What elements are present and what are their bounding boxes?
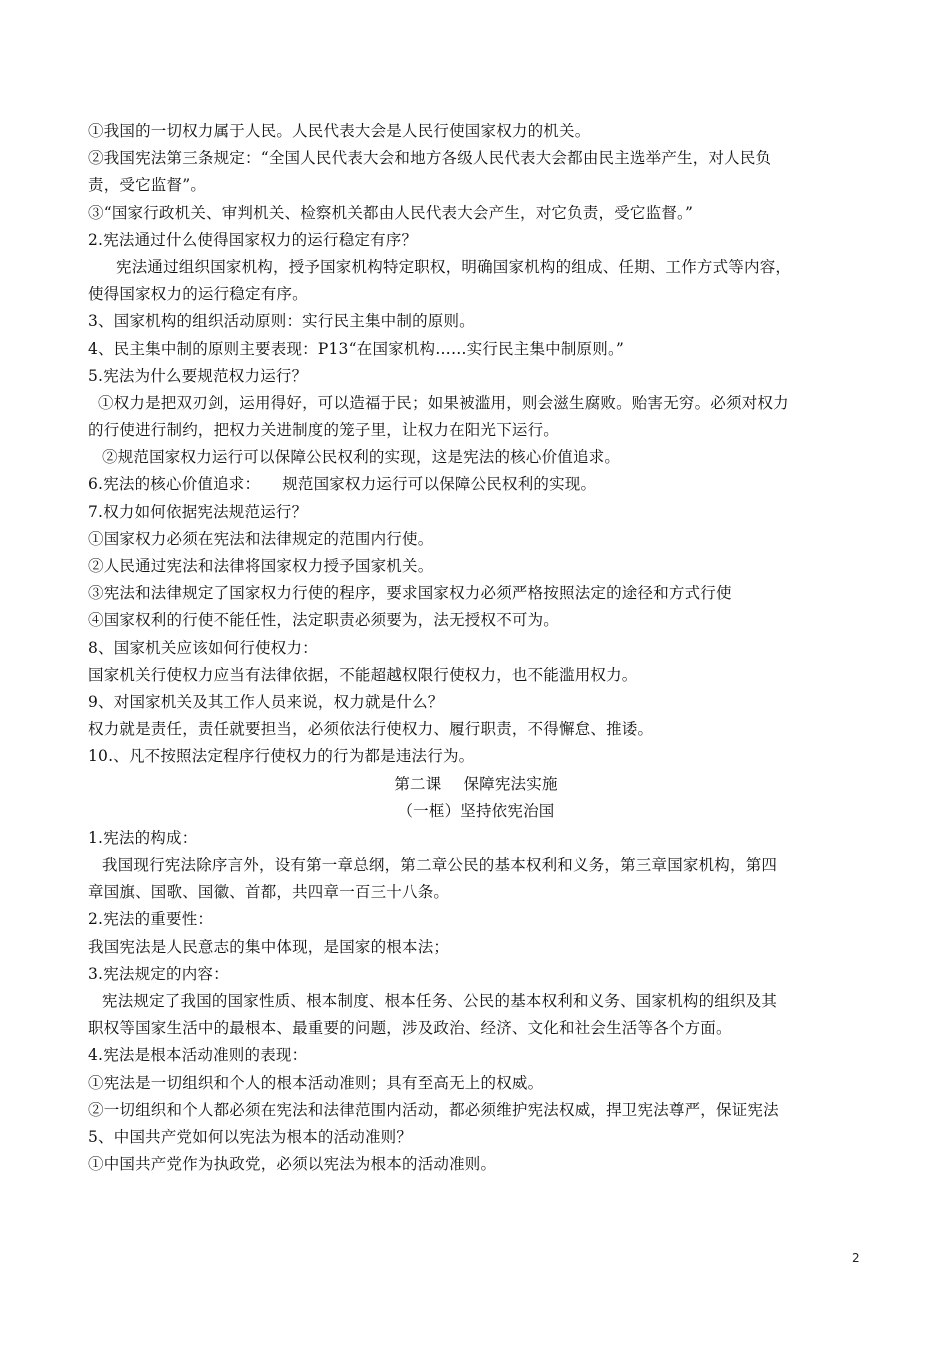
text-line: 的行使进行制约，把权力关进制度的笼子里，让权力在阳光下运行。 xyxy=(88,421,560,440)
text-line: 我国宪法是人民意志的集中体现，是国家的根本法； xyxy=(88,937,450,956)
text-line: ②一切组织和个人都必须在宪法和法律范围内活动，都必须维护宪法权威，捍卫宪法尊严，保证宪法 xyxy=(88,1100,779,1119)
text-line: ①中国共产党作为执政党，必须以宪法为根本的活动准则。 xyxy=(88,1155,497,1174)
text-line: 宪法通过组织国家机构，授予国家机构特定职权，明确国家机构的组成、任期、工作方式等内容， xyxy=(116,257,792,276)
question-heading: 5.宪法为什么要规范权力运行？ xyxy=(88,366,308,385)
text-line: 使得国家权力的运行稳定有序。 xyxy=(88,285,308,304)
text-line: ①宪法是一切组织和个人的根本活动准则；具有至高无上的权威。 xyxy=(88,1073,544,1092)
text-line: ①权力是把双刃剑，运用得好，可以造福于民；如果被滥用，则会滋生腐败。贻害无穷。必须对权力 xyxy=(98,393,789,412)
question-heading xyxy=(88,471,864,498)
question-label: 6.宪法的核心价值追求： xyxy=(88,475,261,494)
lesson-name: 保障宪法实施 xyxy=(463,774,558,793)
text-line: ②规范国家权力运行可以保障公民权利的实现，这是宪法的核心价值追求。 xyxy=(102,448,621,467)
text-line: ①国家权力必须在宪法和法律规定的范围内行使。 xyxy=(88,529,434,548)
text-line: 国家机关行使权力应当有法律依据，不能超越权限行使权力，也不能滥用权力。 xyxy=(88,665,638,684)
question-heading: 3、国家机构的组织活动原则：实行民主集中制的原则。 xyxy=(88,312,475,331)
text-line: ③宪法和法律规定了国家权力行使的程序，要求国家权力必须严格按照法定的途径和方式行使 xyxy=(88,584,732,603)
question-heading: 4、民主集中制的原则主要表现：P13“在国家机构……实行民主集中制原则。” xyxy=(88,339,625,358)
document-body xyxy=(88,118,864,1178)
text-line: 宪法规定了我国的国家性质、根本制度、根本任务、公民的基本权利和义务、国家机构的组织及其 xyxy=(102,992,778,1010)
text-line: ①我国的一切权力属于人民。人民代表大会是人民行使国家权力的机关。 xyxy=(88,122,591,140)
text-line: ②人民通过宪法和法律将国家权力授予国家机关。 xyxy=(88,557,434,575)
question-heading: 4.宪法是根本活动准则的表现： xyxy=(88,1046,308,1065)
text-line: ③“国家行政机关、审判机关、检察机关都由人民代表大会产生，对它负责，受它监督。” xyxy=(88,203,694,222)
question-heading: 9、对国家机关及其工作人员来说，权力就是什么？ xyxy=(88,692,444,711)
text-line: 章国旗、国歌、国徽、首都，共四章一百三十八条。 xyxy=(88,883,450,902)
text-line: ④国家权利的行使不能任性，法定职责必须要为，法无授权不可为。 xyxy=(88,611,560,630)
question-heading: 1.宪法的构成： xyxy=(88,828,198,847)
text-line: 责，受它监督”。 xyxy=(88,176,207,195)
text-line: 职权等国家生活中的最根本、最重要的问题，涉及政治、经济、文化和社会生活等各个方面。 xyxy=(88,1019,732,1038)
question-heading: 2.宪法的重要性： xyxy=(88,910,214,929)
question-heading: 2.宪法通过什么使得国家权力的运行稳定有序？ xyxy=(88,230,418,249)
text-line: 10.、凡不按照法定程序行使权力的行为都是违法行为。 xyxy=(88,747,475,766)
lesson-title xyxy=(88,771,864,798)
question-heading: 8、国家机关应该如何行使权力： xyxy=(88,638,318,657)
section-title: （一框）坚持依宪治国 xyxy=(397,801,555,820)
lesson-number: 第二课 xyxy=(394,774,442,793)
question-heading: 3.宪法规定的内容： xyxy=(88,964,229,983)
question-heading: 7.权力如何依据宪法规范运行？ xyxy=(88,502,308,521)
text-line: 我国现行宪法除序言外，设有第一章总纲，第二章公民的基本权利和义务，第三章国家机构，第四 xyxy=(102,856,778,875)
answer-text: 规范国家权力运行可以保障公民权利的实现。 xyxy=(282,475,597,494)
text-line: 权力就是责任，责任就要担当，必须依法行使权力、履行职责，不得懈怠、推诿。 xyxy=(88,720,654,739)
text-line: ②我国宪法第三条规定：“全国人民代表大会和地方各级人民代表大会都由民主选举产生，对人民负 xyxy=(88,149,772,168)
page-number: 2 xyxy=(852,1251,860,1265)
question-heading: 5、中国共产党如何以宪法为根本的活动准则？ xyxy=(88,1127,413,1146)
